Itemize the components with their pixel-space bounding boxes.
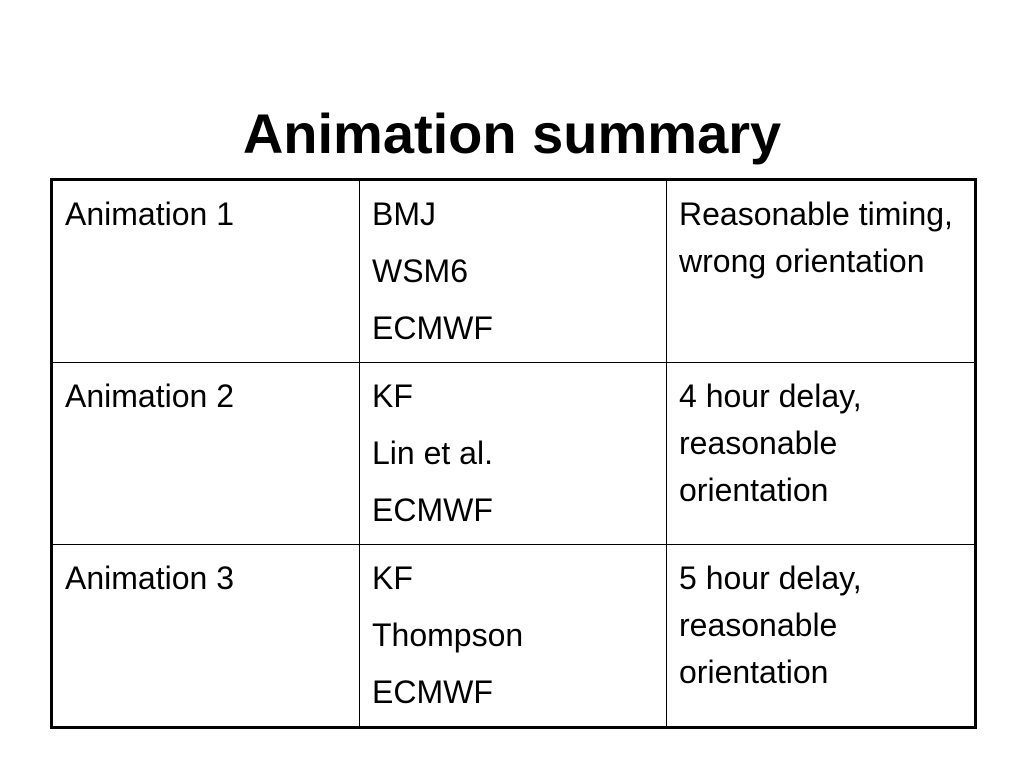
scheme-label: KF (372, 378, 413, 414)
scheme-label: ECMWF (372, 492, 493, 528)
scheme-label: Lin et al. (372, 435, 493, 471)
result-text: 5 hour delay, reasonable orientation (679, 560, 862, 690)
slide-title: Animation summary (242, 102, 782, 165)
scheme-label: KF (372, 560, 413, 596)
scheme-label: Thompson (372, 617, 524, 653)
animation-name-cell: Animation 2 (52, 363, 360, 545)
summary-table (50, 178, 977, 729)
scheme-label: ECMWF (372, 310, 493, 346)
table-row (52, 363, 976, 545)
result-cell (667, 363, 976, 545)
result-text: Reasonable timing, wrong orientation (679, 196, 953, 279)
scheme-cell (360, 545, 667, 728)
animation-name-cell: Animation 3 (52, 545, 360, 728)
scheme-label: ECMWF (372, 674, 493, 710)
table-row (52, 180, 976, 363)
result-cell (667, 180, 976, 363)
scheme-cell (360, 363, 667, 545)
table-row (52, 545, 976, 728)
result-cell (667, 545, 976, 728)
scheme-cell (360, 180, 667, 363)
scheme-label: BMJ (372, 196, 436, 232)
scheme-label: WSM6 (372, 253, 468, 289)
result-text: 4 hour delay, reasonable orientation (679, 378, 862, 508)
animation-name-cell: Animation 1 (52, 180, 360, 363)
